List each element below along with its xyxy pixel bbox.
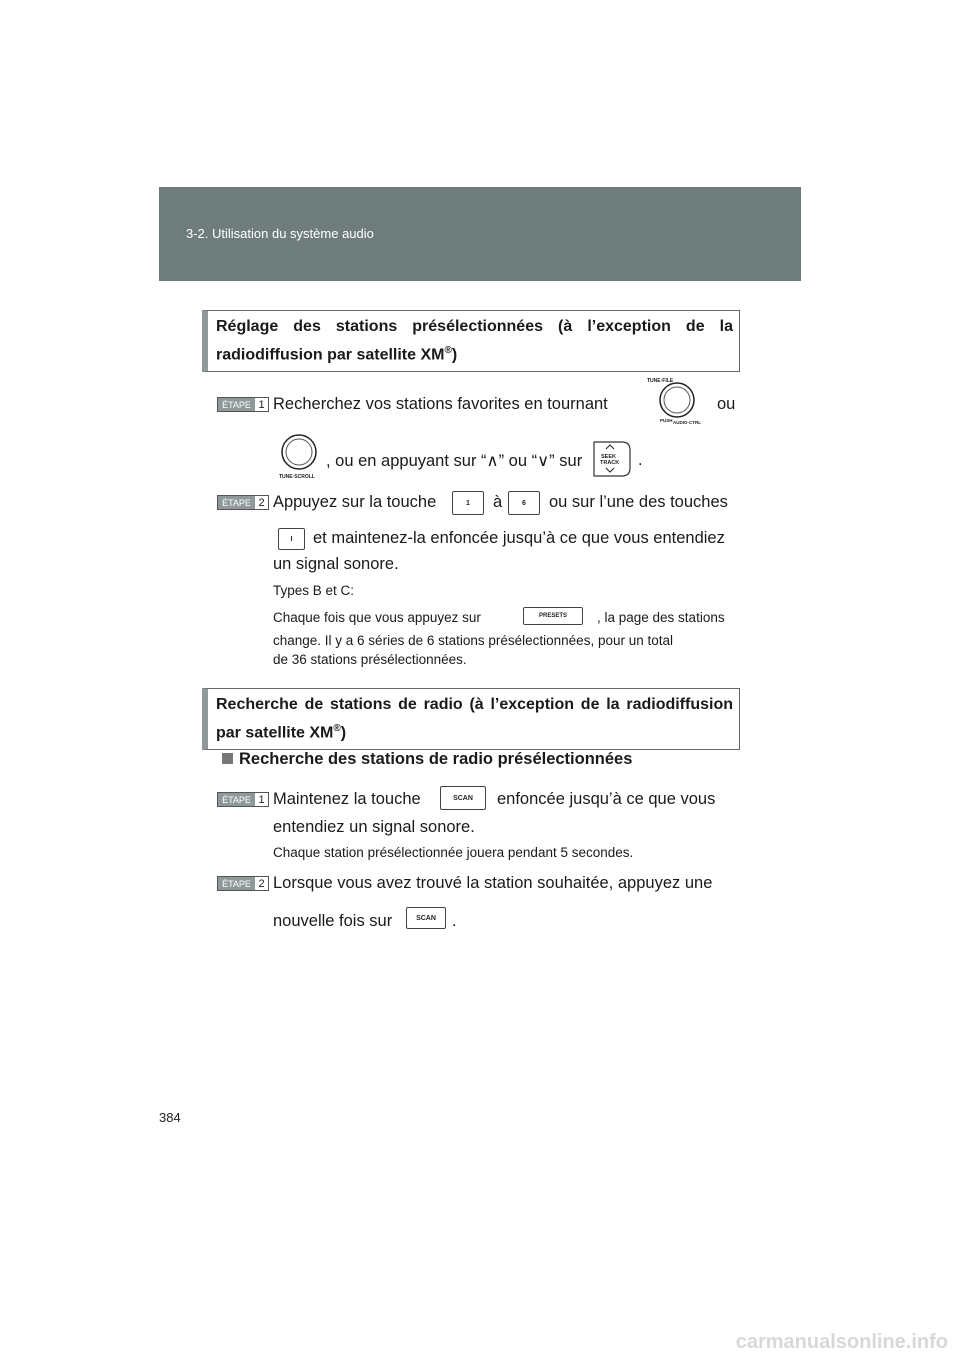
tune-file-knob-icon	[645, 374, 705, 426]
push-label: PUSH	[660, 418, 673, 423]
seek-label: SEEK	[601, 454, 616, 460]
presets-button: PRESETS	[523, 607, 583, 625]
step-badge: ÉTAPE 1	[217, 792, 269, 807]
note-text: Chaque fois que vous appuyez sur	[273, 610, 481, 625]
step2-text-cont: ou sur l’une des touches	[549, 493, 728, 511]
scan-step1-text-cont: enfoncée jusqu’à ce que vous	[497, 790, 716, 808]
scan-step2-text: Lorsque vous avez trouvé la station souhaitée, appuyez une	[273, 874, 713, 892]
scan-button: SCAN	[440, 786, 486, 810]
scan-step2-text-end: .	[452, 912, 457, 930]
tune-file-label: TUNE·FILE	[647, 378, 674, 384]
square-bullet-icon	[222, 753, 233, 764]
tune-scroll-label: TUNE·SCROLL	[279, 474, 315, 480]
preset-1-button: 1	[452, 491, 484, 515]
step-badge: ÉTAPE 1	[217, 397, 269, 412]
step-badge: ÉTAPE 2	[217, 876, 269, 891]
section-title: 3-2. Utilisation du système audio	[186, 226, 374, 241]
section2-heading: Recherche de stations de radio (à l’exception de la radiodiffusion par satellite XM®)	[202, 688, 740, 750]
step2-text-end: un signal sonore.	[273, 555, 399, 573]
step2-text-to: à	[493, 493, 503, 511]
subheading: Recherche des stations de radio présélectionnées	[222, 750, 632, 769]
step2-text-hold: et maintenez-la enfoncée jusqu’à ce que vous entendiez	[313, 529, 725, 547]
note-title: Types B et C:	[273, 583, 355, 598]
watermark: carmanualsonline.info	[735, 1331, 948, 1353]
scan-step2-text-cont: nouvelle fois sur	[273, 912, 393, 930]
scan-step1-text-end: entendiez un signal sonore.	[273, 818, 475, 836]
tune-scroll-knob-icon	[277, 430, 321, 480]
note-text: de 36 stations présélectionnées.	[273, 652, 467, 667]
note-text: change. Il y a 6 séries de 6 stations présélectionnées, pour un total	[273, 633, 673, 648]
step1-text-cont: , ou en appuyant sur “∧” ou “∨” sur	[326, 452, 583, 470]
step1-text-or: ou	[717, 395, 736, 413]
header-bar	[159, 187, 801, 281]
step2-text: Appuyez sur la touche	[273, 493, 437, 511]
step-badge: ÉTAPE 2	[217, 495, 269, 510]
scan-note: Chaque station présélectionnée jouera pendant 5 secondes.	[273, 845, 634, 860]
audio-ctrl-label: AUDIO·CTRL	[673, 420, 701, 425]
preset-6-button: 6	[508, 491, 540, 515]
step1-text-end: .	[638, 451, 643, 469]
section1-heading: Réglage des stations présélectionnées (à l’exception de la radiodiffusion par satellite XM®)	[202, 310, 740, 372]
scan-button: SCAN	[406, 907, 446, 929]
track-label: TRACK	[600, 460, 620, 466]
preset-button: I	[278, 528, 305, 550]
note-text: , la page des stations	[597, 610, 725, 625]
page-number: 384	[159, 1110, 181, 1125]
seek-track-button	[592, 440, 632, 478]
step1-text: Recherchez vos stations favorites en tournant	[273, 395, 608, 413]
scan-step1-text: Maintenez la touche	[273, 790, 421, 808]
